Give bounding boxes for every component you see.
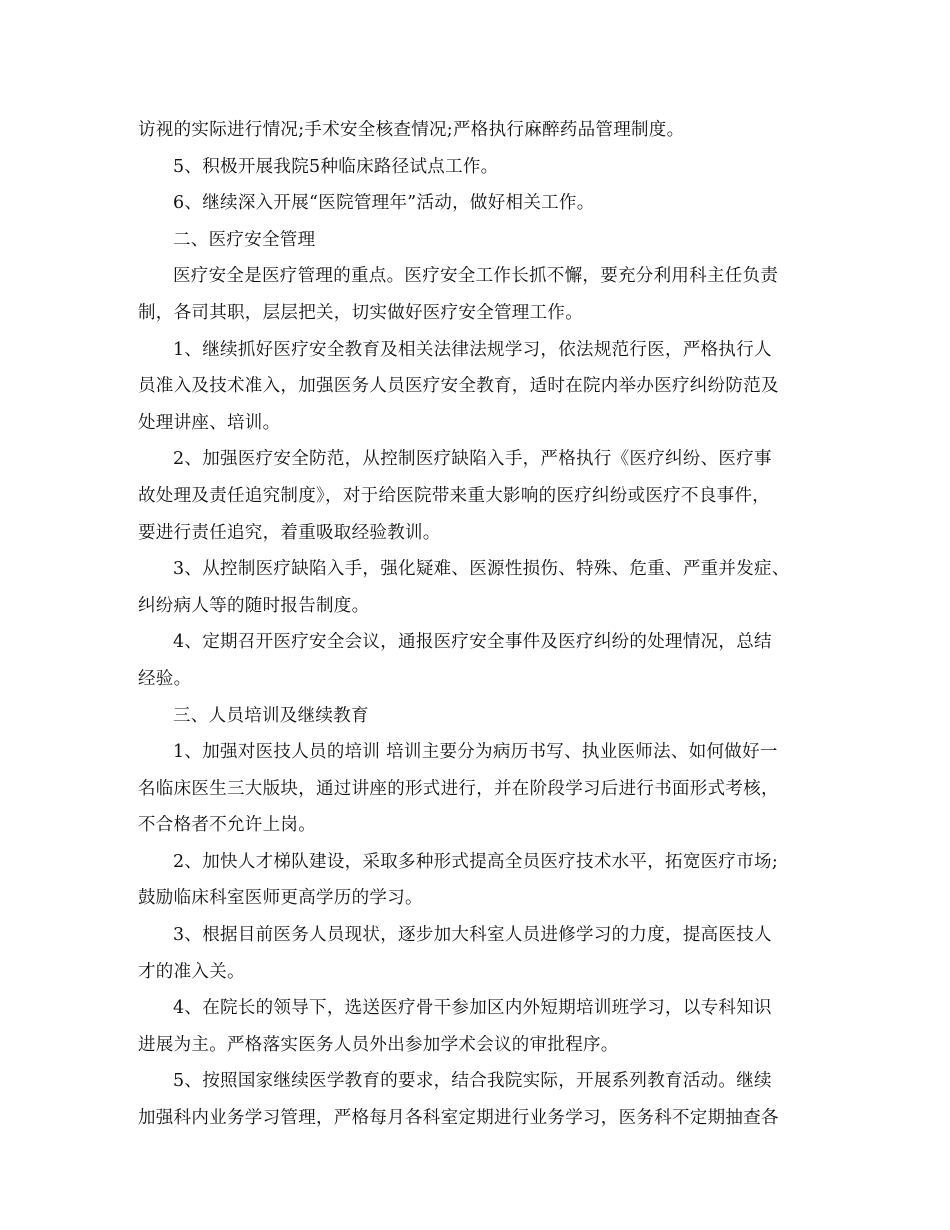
- text-line: 名临床医生三大版块，通过讲座的形式进行，并在阶段学习后进行书面形式考核，: [138, 778, 779, 799]
- text-line: 故处理及责任追究制度》，对于给医院带来重大影响的医疗纠纷或医疗不良事件，: [138, 485, 771, 506]
- text-line: 鼓励临床科室医师更高学历的学习。: [138, 888, 423, 909]
- text-line: 进展为主。严格落实医务人员外出参加学术会议的审批程序。: [138, 1034, 619, 1055]
- text-line: 要进行责任追究，着重吸取经验教训。: [138, 522, 441, 543]
- text-line: 不合格者不允许上岗。: [138, 815, 316, 836]
- text-line: 4、在院长的领导下，选送医疗骨干参加区内外短期培训班学习，以专科知识: [173, 998, 772, 1019]
- text-line: 纠纷病人等的随时报告制度。: [138, 595, 370, 616]
- text-line: 6、继续深入开展“医院管理年”活动，做好相关工作。: [173, 193, 595, 214]
- text-line: 2、加强医疗安全防范，从控制医疗缺陷入手，严格执行《医疗纠纷、医疗事: [173, 449, 772, 470]
- text-line: 1、继续抓好医疗安全教育及相关法律法规学习，依法规范行医，严格执行人: [173, 339, 772, 360]
- text-line: 医疗安全是医疗管理的重点。医疗安全工作长抓不懈，要充分利用科主任负责: [173, 266, 779, 287]
- text-line: 访视的实际进行情况;手术安全核查情况;严格执行麻醉药品管理制度。: [138, 120, 685, 140]
- text-line: 加强科内业务学习管理，严格每月各科室定期进行业务学习，医务科不定期抽查各: [138, 1108, 779, 1129]
- text-line: 处理讲座、培训。: [138, 412, 281, 433]
- text-line: 2、加快人才梯队建设，采取多种形式提高全员医疗技术水平，拓宽医疗市场;: [173, 851, 779, 872]
- text-line: 5、按照国家继续医学教育的要求，结合我院实际，开展系列教育活动。继续: [173, 1071, 772, 1092]
- text-line: 4、定期召开医疗安全会议，通报医疗安全事件及医疗纠纷的处理情况，总结: [173, 632, 772, 653]
- text-line: 3、根据目前医务人员现状，逐步加大科室人员进修学习的力度，提高医技人: [173, 925, 772, 946]
- text-line: 1、加强对医技人员的培训 培训主要分为病历书写、执业医师法、如何做好一: [173, 742, 778, 763]
- text-line: 经验。: [138, 668, 192, 689]
- text-line: 三、人员培训及继续教育: [173, 705, 369, 726]
- text-line: 二、医疗安全管理: [173, 229, 316, 250]
- text-line: 5、积极开展我院5种临床路径试点工作。: [173, 156, 499, 177]
- text-line: 3、从控制医疗缺陷入手，强化疑难、医源性损伤、特殊、危重、严重并发症、: [173, 559, 790, 580]
- text-line: 制，各司其职，层层把关，切实做好医疗安全管理工作。: [138, 302, 583, 323]
- text-line: 员准入及技术准入，加强医务人员医疗安全教育，适时在院内举办医疗纠纷防范及: [138, 376, 779, 397]
- document-body: [138, 112, 828, 1137]
- text-line: 才的准入关。: [138, 961, 245, 982]
